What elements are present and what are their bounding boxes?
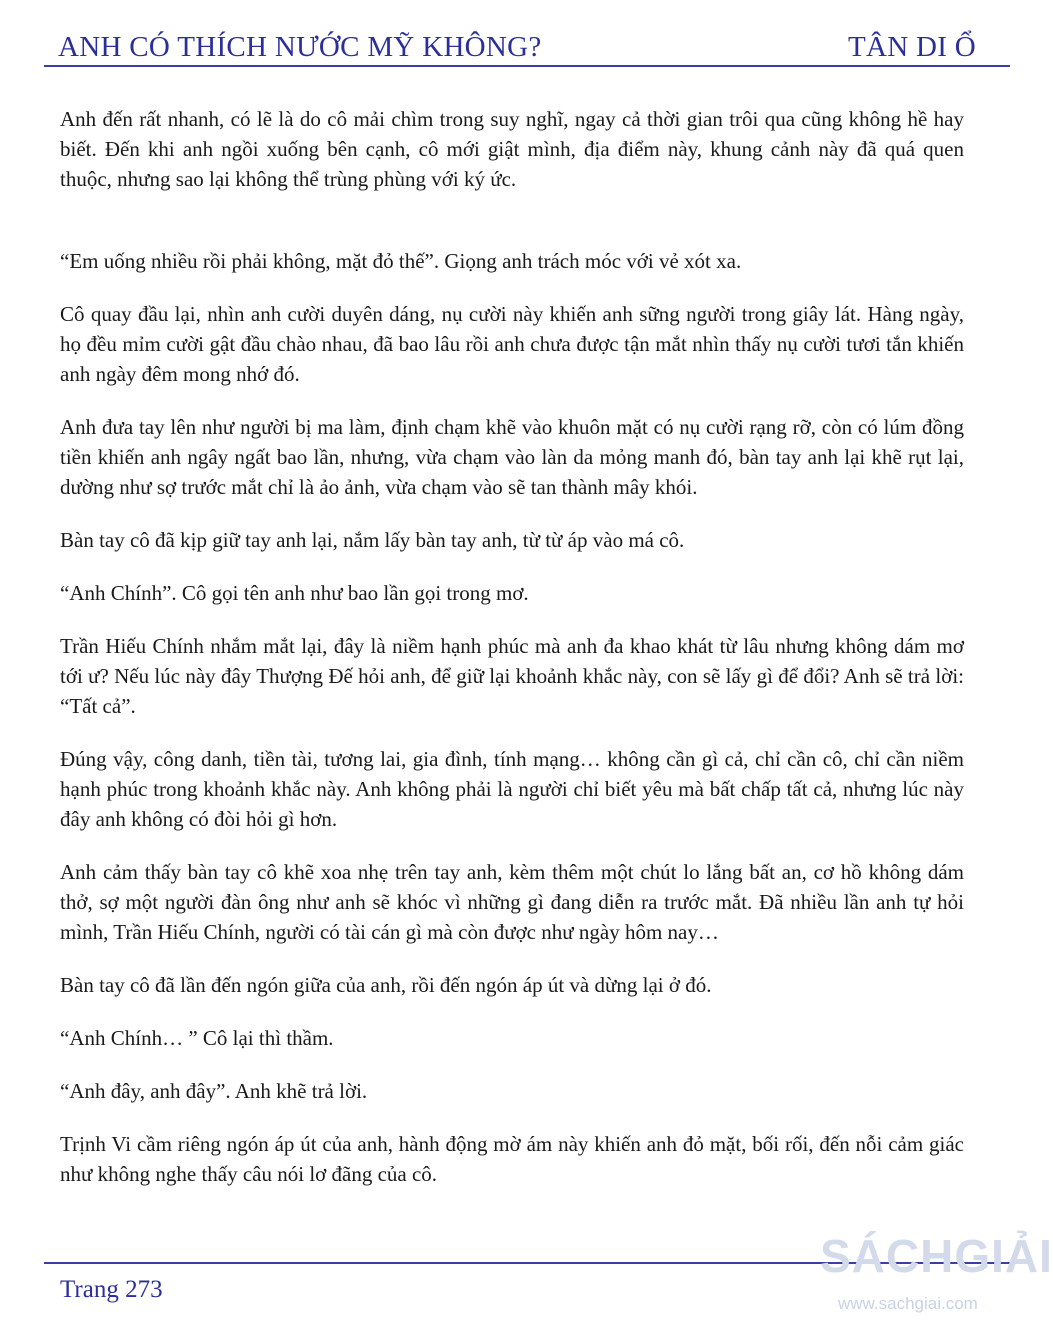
- paragraph: Bàn tay cô đã kịp giữ tay anh lại, nắm lấy bàn tay anh, từ từ áp vào má cô.: [60, 528, 685, 552]
- header-divider: [44, 65, 1010, 67]
- paragraph: Bàn tay cô đã lần đến ngón giữa của anh, rồi đến ngón áp út và dừng lại ở đó.: [60, 973, 712, 997]
- book-title: ANH CÓ THÍCH NƯỚC MỸ KHÔNG?: [58, 31, 542, 63]
- paragraph: Anh đưa tay lên như người bị ma làm, định chạm khẽ vào khuôn mặt có nụ cười rạng rỡ, còn có lúm đồng tiền khiến anh ngây ngất bao lần, nhưng, vừa chạm vào làn da mỏng manh đó, bàn tay anh lại khẽ rụt lại, dường như sợ trước mắt chỉ là ảo ảnh, vừa chạm vào sẽ tan thành mây khói.: [60, 415, 964, 499]
- page-header: [58, 24, 976, 62]
- page-body: [60, 104, 964, 1212]
- watermark-url: www.sachgiai.com: [838, 1294, 978, 1313]
- paragraph: Trần Hiếu Chính nhắm mắt lại, đây là niềm hạnh phúc mà anh đa khao khát từ lâu nhưng không dám mơ tới ư? Nếu lúc này đây Thượng Đế hỏi anh, để giữ lại khoảnh khắc này, con sẽ lấy gì để đổi? Anh sẽ trả lời: “Tất cả”.: [60, 634, 964, 718]
- paragraph: Cô quay đầu lại, nhìn anh cười duyên dáng, nụ cười này khiến anh sững người trong giây lát. Hàng ngày, họ đều mỉm cười gật đầu chào nhau, đã bao lâu rồi anh chưa được tận mắt nhìn thấy nụ cười tươi tắn khiến anh ngày đêm mong nhớ đó.: [60, 302, 964, 386]
- paragraph: “Anh Chính… ” Cô lại thì thầm.: [60, 1026, 334, 1050]
- paragraph: Anh đến rất nhanh, có lẽ là do cô mải chìm trong suy nghĩ, ngay cả thời gian trôi qua cũng không hề hay biết. Đến khi anh ngồi xuống bên cạnh, cô mới giật mình, địa điểm này, khung cảnh này đã quá quen thuộc, nhưng sao lại không thể trùng phùng với ký ức.: [60, 107, 964, 191]
- watermark: [820, 1230, 1053, 1314]
- paragraph: “Em uống nhiều rồi phải không, mặt đỏ thế”. Giọng anh trách móc với vẻ xót xa.: [60, 249, 742, 273]
- paragraph: “Anh Chính”. Cô gọi tên anh như bao lần gọi trong mơ.: [60, 581, 529, 605]
- watermark-logo: SÁCHGIẢI: [820, 1230, 1053, 1282]
- paragraph: Đúng vậy, công danh, tiền tài, tương lai, gia đình, tính mạng… không cần gì cả, chỉ cần cô, chỉ cần niềm hạnh phúc trong khoảnh khắc này. Anh không phải là người chỉ biết yêu mà bất chấp tất cả, nhưng lúc này đây anh không có đòi hỏi gì hơn.: [60, 747, 964, 831]
- paragraph: “Anh đây, anh đây”. Anh khẽ trả lời.: [60, 1079, 368, 1103]
- paragraph: Anh cảm thấy bàn tay cô khẽ xoa nhẹ trên tay anh, kèm thêm một chút lo lắng bất an, cơ hồ không dám thở, sợ một người đàn ông như anh sẽ khóc vì những gì đang diễn ra trước mắt. Đã nhiều lần anh tự hỏi mình, Trần Hiếu Chính, người có tài cán gì mà còn được như ngày hôm nay…: [60, 860, 964, 944]
- book-author: TÂN DI Ổ: [847, 31, 976, 63]
- paragraph: Trịnh Vi cầm riêng ngón áp út của anh, hành động mờ ám này khiến anh đỏ mặt, bối rối, đến nỗi cảm giác như không nghe thấy câu nói lơ đãng của cô.: [60, 1132, 964, 1186]
- page-number: Trang 273: [60, 1276, 163, 1303]
